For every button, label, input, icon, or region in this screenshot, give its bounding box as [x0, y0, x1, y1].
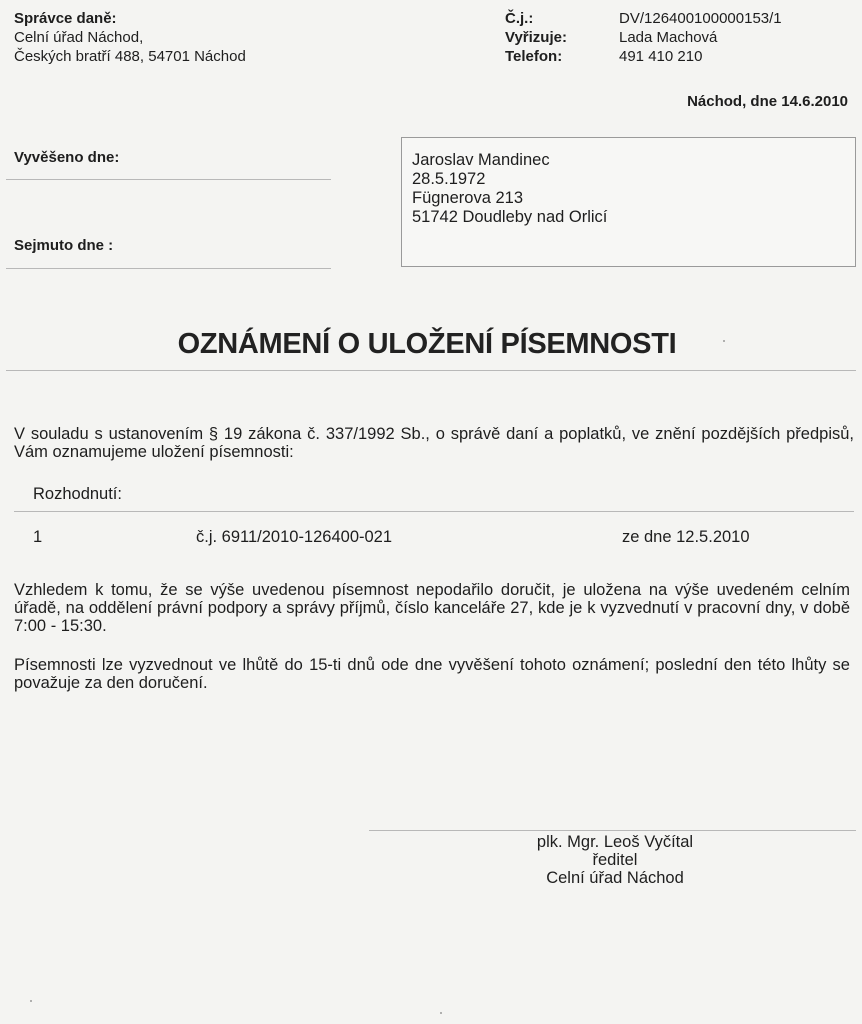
reference-number-value: DV/126400100000153/1 [619, 10, 782, 27]
posted-date-label: Vyvěšeno dne: [14, 149, 120, 166]
recipient-birth-date: 28.5.1972 [412, 170, 486, 188]
issuer-name: Celní úřad Náchod, [14, 29, 144, 46]
signatory-role: ředitel [592, 851, 638, 869]
removed-date-line [6, 268, 331, 269]
recipient-street: Fügnerova 213 [412, 189, 523, 207]
decision-label: Rozhodnutí: [33, 485, 122, 503]
deadline-paragraph: Písemnosti lze vyzvednout ve lhůtě do 15-ti dnů ode dne vyvěšení tohoto oznámení; poslední den této lhůty se považuje za den doručení. [14, 656, 850, 692]
phone-label: Telefon: [505, 48, 563, 65]
reference-labels [505, 9, 615, 66]
handler-value: Lada Machová [619, 29, 718, 46]
reference-number-label: Č.j.: [505, 10, 534, 27]
recipient-address-box [401, 137, 856, 267]
signatory-office: Celní úřad Náchod [546, 869, 684, 887]
removed-date-label: Sejmuto dne : [14, 237, 114, 254]
issuer-block [14, 9, 334, 66]
notice-paragraph: Vzhledem k tomu, že se výše uvedenou písemnost nepodařilo doručit, je uložena na výše uvedeném celním úřadě, na oddělení právní podpory a správy příjmů, číslo kanceláře 27, kde je k vyzvednutí v pracovní dny, v době 7:00 - 15:30. [14, 581, 850, 635]
phone-value: 491 410 210 [619, 48, 703, 65]
signature-line [369, 830, 856, 831]
place-date: Náchod, dne 14.6.2010 [687, 93, 848, 110]
signatory-name: plk. Mgr. Leoš Vyčítal [536, 833, 694, 851]
decision-row-date: ze dne 12.5.2010 [622, 528, 750, 546]
title-divider [6, 370, 856, 371]
issuer-address: Českých bratří 488, 54701 Náchod [14, 48, 246, 65]
posted-date-line [6, 179, 331, 180]
intro-paragraph: V souladu s ustanovením § 19 zákona č. 337/1992 Sb., o správě daní a poplatků, ve znění pozdějších předpisů, Vám oznamujeme uložení písemnosti: [14, 425, 854, 461]
signature-block [472, 833, 758, 887]
recipient-name: Jaroslav Mandinec [412, 151, 550, 169]
issuer-label: Správce daně: [14, 10, 117, 27]
scan-speck [440, 1012, 442, 1014]
document-title: OZNÁMENÍ O ULOŽENÍ PÍSEMNOSTI [177, 328, 677, 360]
reference-values [619, 9, 859, 66]
decision-divider [14, 511, 854, 512]
decision-row-reference: č.j. 6911/2010-126400-021 [196, 528, 393, 546]
scan-speck [30, 1000, 32, 1002]
decision-row-number: 1 [33, 528, 43, 546]
recipient-city: 51742 Doudleby nad Orlicí [412, 208, 608, 226]
handler-label: Vyřizuje: [505, 29, 567, 46]
scan-speck [723, 340, 725, 342]
